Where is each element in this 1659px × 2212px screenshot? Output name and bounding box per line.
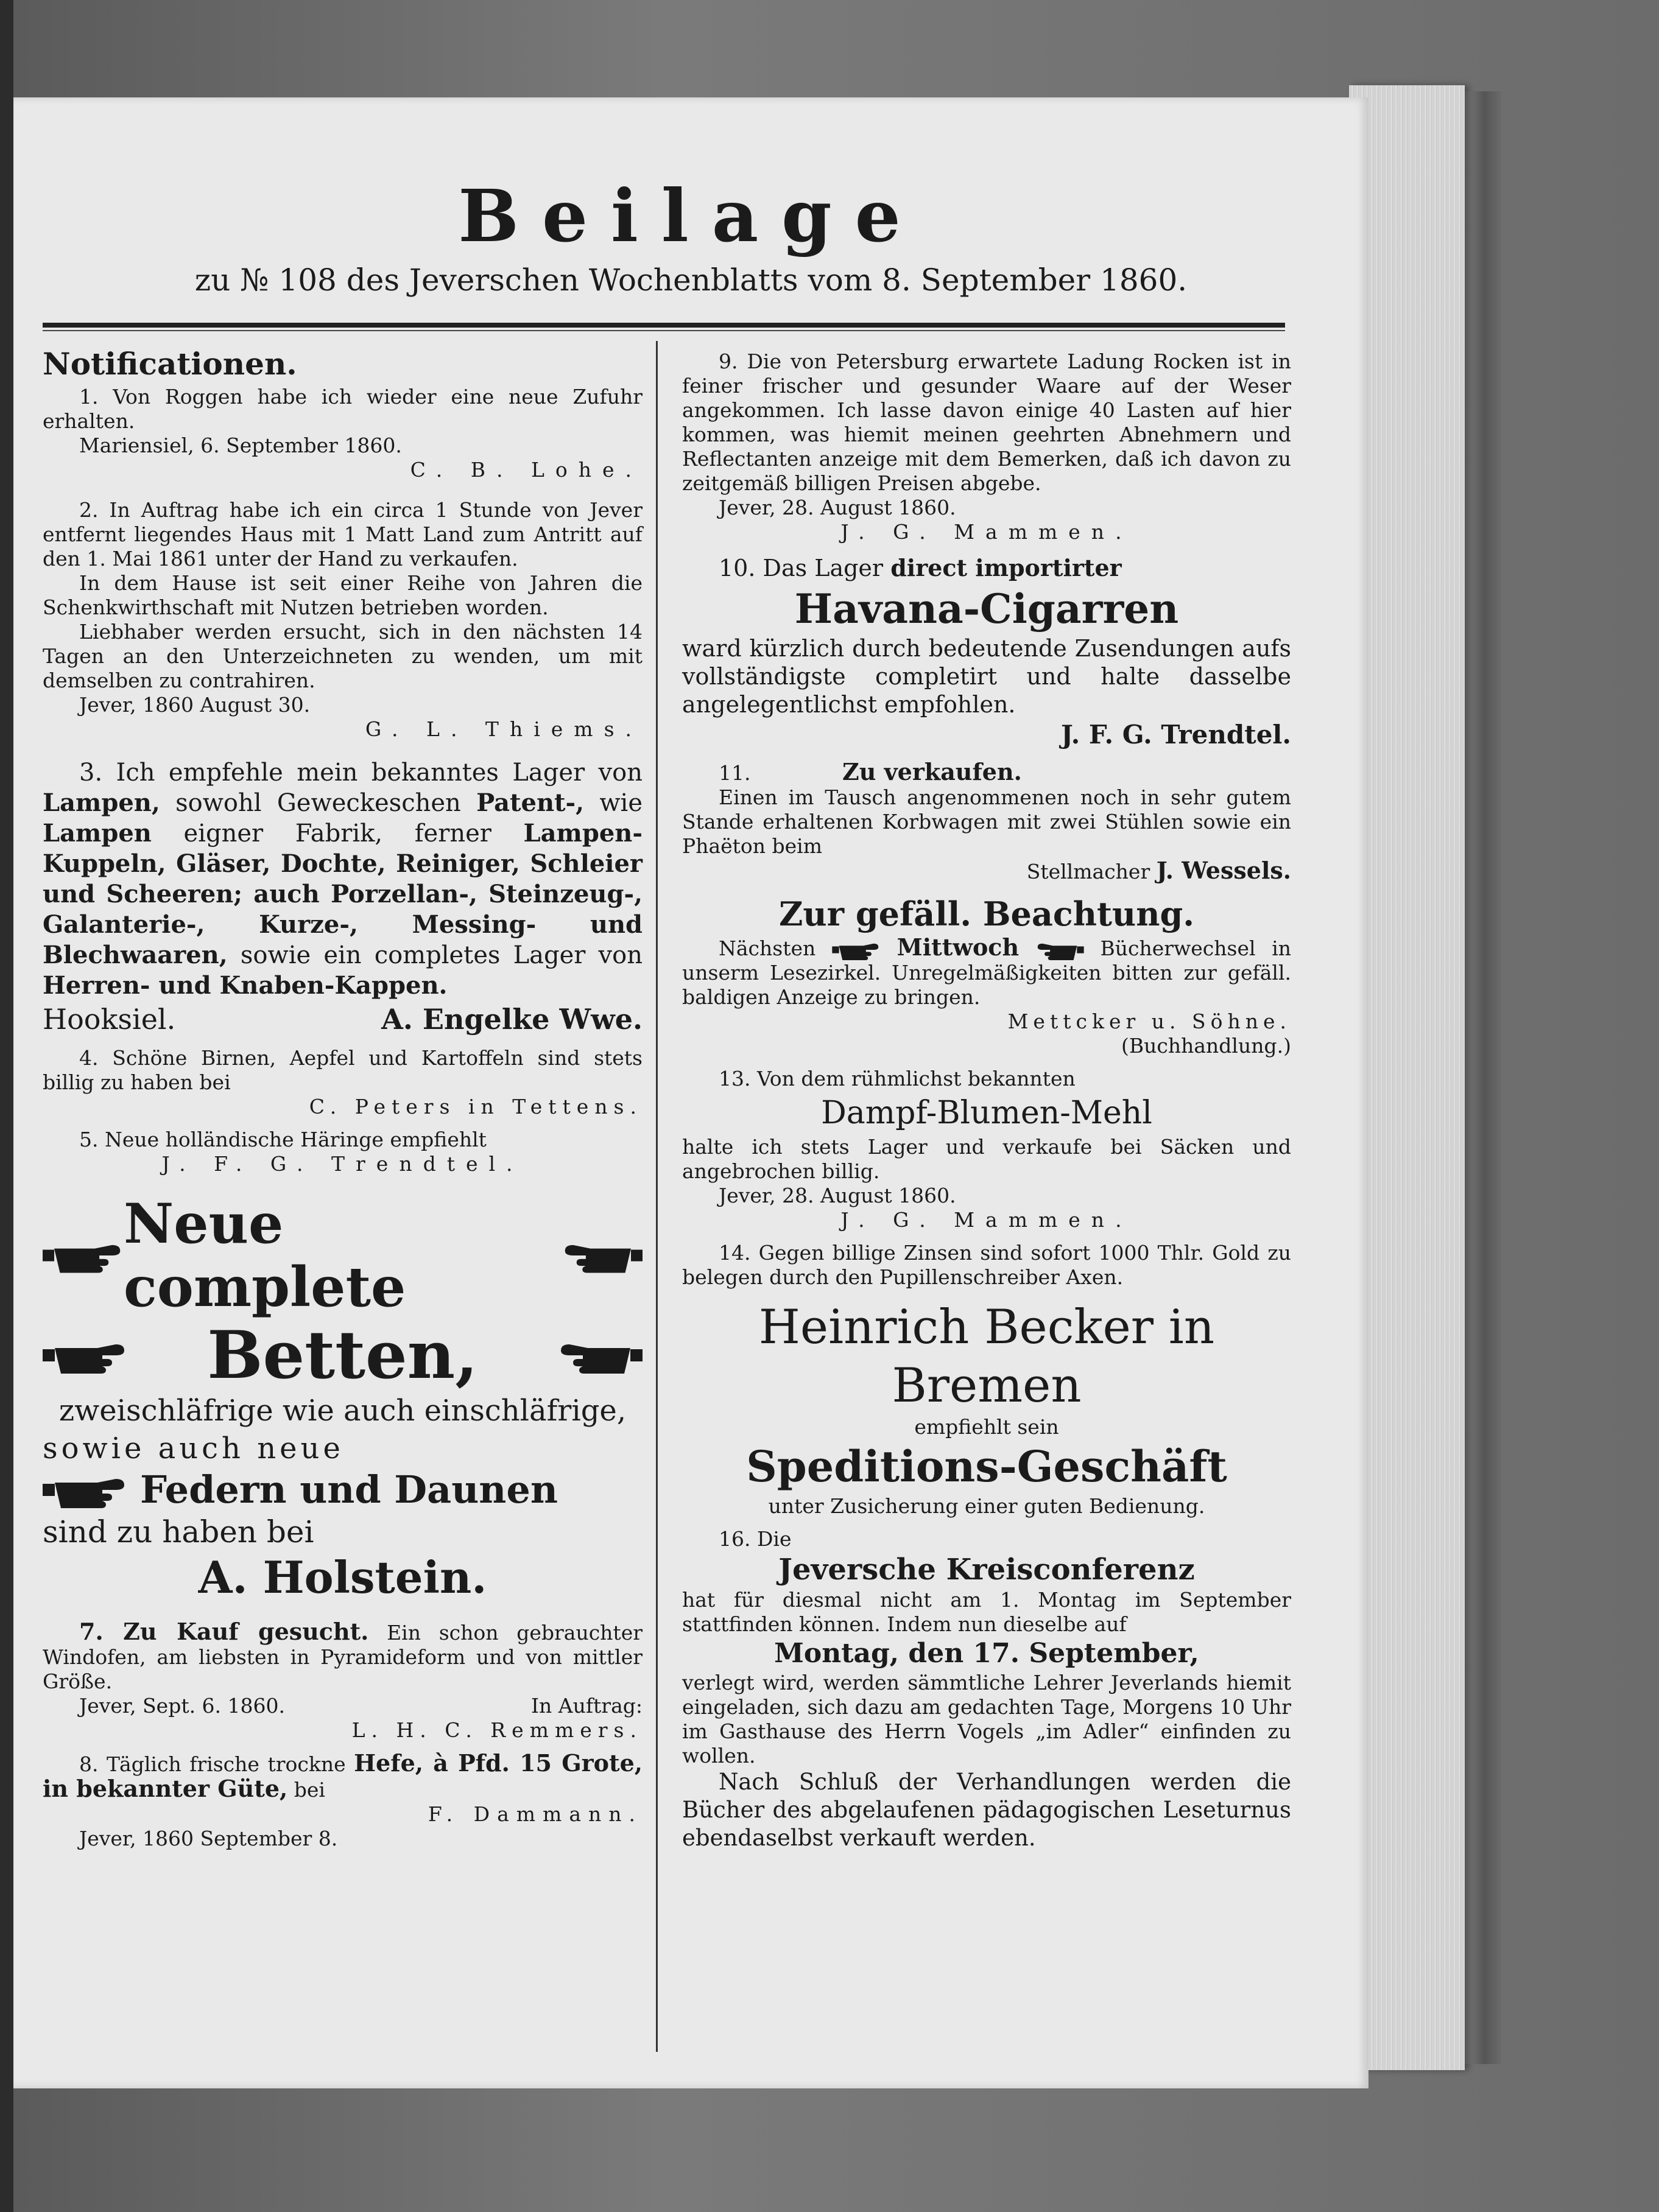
pointing-hand-icon: [43, 1237, 124, 1274]
notice-1-text: 1. Von Roggen habe ich wieder eine neue Zufuhr erhalten.: [43, 385, 643, 433]
pointing-hand-icon: [1035, 939, 1084, 960]
notice-8-a: 8. Täglich frische trockne: [79, 1752, 346, 1776]
notice-3-c: sowohl Geweckeschen: [175, 789, 461, 817]
notice-11-sign-pre: Stellmacher: [1026, 860, 1150, 883]
notice-7-head: 7. Zu Kauf gesucht.: [79, 1618, 369, 1645]
notice-15-heading: Heinrich Becker in Bremen: [758, 1300, 1215, 1413]
ad-signature: A. Holstein.: [198, 1551, 487, 1603]
notice-5-text: 5. Neue holländische Häringe empfiehlt: [79, 1128, 487, 1151]
notice-3-i: sowie ein completes Lager von: [240, 941, 643, 969]
notice-15-sub: empfiehlt sein: [914, 1415, 1059, 1439]
page-subtitle: zu № 108 des Jeverschen Wochenblatts vom 8. September 1860.: [194, 262, 1188, 298]
pointing-hand-icon: [832, 939, 881, 960]
notice-9-signature: J. G. Mammen.: [840, 520, 1133, 544]
notice-3-signature: A. Engelke Wwe.: [381, 1003, 643, 1036]
pointing-hand-icon: [43, 1472, 128, 1508]
notice-11-headline: [682, 760, 1291, 785]
notice-3-j: Herren- und Knaben-Kappen.: [43, 971, 448, 1000]
notice-12-a: Nächsten: [719, 936, 816, 960]
notice-7-signature: L. H. C. Remmers.: [351, 1718, 643, 1742]
notice-2-place: Jever, 1860 August 30.: [79, 693, 311, 717]
newspaper-page: [13, 97, 1368, 2088]
notice-8: [43, 1751, 643, 1802]
notice-13-place: Jever, 28. August 1860.: [719, 1184, 956, 1207]
notice-12-c: Bücherwechsel in unserm Lesezirkel. Unregelmäßigkeiten bitten zur gefäll. baldigen Anzeige zu bringen.: [682, 936, 1292, 1009]
notice-16-heading: Jeversche Kreisconferenz: [778, 1553, 1195, 1587]
notice-3-e: wie: [599, 789, 643, 817]
notice-15-text: unter Zusicherung einer guten Bedienung.: [768, 1494, 1205, 1518]
notice-4-signature: C. Peters in Tettens.: [309, 1095, 643, 1118]
notice-13-text2: halte ich stets Lager und verkaufe bei Säcken und angebrochen billig.: [682, 1135, 1291, 1183]
section-heading: Notificationen.: [43, 346, 297, 382]
notice-3-b: Lampen,: [43, 788, 160, 817]
notice-3-h: Lampen-Kuppeln, Gläser, Dochte, Reiniger, Schleier und Scheeren; auch Porzellan-, Steinzeug-, Galanterie-, Kurze-, Messing- und Blechwaaren,: [43, 819, 643, 969]
notice-3-place: Hooksiel.: [43, 1003, 176, 1036]
notice-15-big: Speditions-Geschäft: [746, 1441, 1227, 1492]
notice-3-text: [43, 757, 643, 1001]
notice-3-f: Lampen: [43, 819, 152, 848]
pointing-hand-icon: [43, 1337, 128, 1374]
notice-13-signature: J. G. Mammen.: [840, 1208, 1133, 1232]
notice-12-heading: Zur gefäll. Beachtung.: [778, 894, 1195, 933]
ad-line-3: zweischläfrige wie auch einschläfrige,: [58, 1394, 627, 1428]
right-column: [682, 341, 1291, 1852]
notice-11-sign-line: [682, 858, 1291, 884]
ad-line-1: Neue complete: [124, 1192, 406, 1319]
notice-12-sub: (Buchhandlung.): [1121, 1034, 1291, 1058]
notice-2-text: 2. In Auftrag habe ich ein circa 1 Stunde von Jever entfernt liegendes Haus mit 1 Matt Land zum Antritt auf den 1. Mai 1861 unter der Hand zu verkaufen.: [43, 498, 643, 571]
column-divider: [656, 341, 658, 2052]
notice-1-signature: C. B. Lohe.: [410, 458, 643, 482]
notice-10-text: ward kürzlich durch bedeutende Zusendungen aufs vollständigste completirt und halte dasselbe angelegentlichst empfohlen.: [682, 635, 1291, 718]
notice-16-text2: verlegt wird, werden sämmtliche Lehrer Jeverlands hiemit eingeladen, sich dazu am gedachten Tage, Morgens 10 Uhr im Gasthause des Herrn Vogels „im Adler“ einfinden zu wollen.: [682, 1671, 1291, 1768]
notice-3-d: Patent-,: [476, 788, 585, 817]
notice-11-num: 11.: [719, 761, 751, 785]
notice-4-text: 4. Schöne Birnen, Aepfel und Kartoffeln sind stets billig zu haben bei: [43, 1046, 643, 1094]
notice-8-place: Jever, 1860 September 8.: [79, 1827, 338, 1850]
notice-16-num: 16. Die: [719, 1527, 792, 1551]
notice-13-heading: Dampf-Blumen-Mehl: [821, 1095, 1152, 1131]
notice-16-text: hat für diesmal nicht am 1. Montag im September stattfinden können. Indem nun dieselbe auf: [682, 1588, 1291, 1636]
ad-line-5: Federn und Daunen: [140, 1467, 558, 1512]
notice-10-heading: Havana-Cigarren: [794, 585, 1179, 633]
ad-betten-row1: [43, 1192, 643, 1319]
notice-7-place: Jever, Sept. 6. 1860.: [79, 1694, 286, 1718]
notice-10-a: 10. Das Lager: [719, 555, 884, 581]
notice-13-text: 13. Von dem rühmlichst bekannten: [719, 1067, 1076, 1090]
pointing-hand-icon: [557, 1337, 643, 1374]
ad-line-6: sind zu haben bei: [43, 1514, 314, 1550]
notice-12-signature: Mettcker u. Söhne.: [1007, 1009, 1291, 1033]
notice-3-footer: [43, 1001, 643, 1038]
notice-9-text: 9. Die von Petersburg erwartete Ladung Rocken ist in feiner frischer und gesunder Waare auf der Weser angekommen. Ich lasse davon einige 40 Lasten auf hier kommen, was hiemit meinen geehrten Abnehmern und Reflectanten anzeige mit dem Bemerken, daß ich davon zu zeitgemäß billigen Preisen abgebe.: [682, 349, 1291, 495]
notice-3-a: 3. Ich empfehle mein bekanntes Lager von: [79, 759, 643, 787]
notice-3-g: eigner Fabrik, ferner: [183, 820, 491, 848]
notice-9-place: Jever, 28. August 1860.: [719, 496, 956, 519]
notice-14-text: 14. Gegen billige Zinsen sind sofort 1000 Thlr. Gold zu belegen durch den Pupillenschreiber Axen.: [682, 1241, 1291, 1289]
notice-8-b: Hefe, à Pfd. 15 Grote, in bekannter Güte,: [43, 1749, 643, 1802]
notice-12-text: [682, 935, 1291, 1009]
notice-7-auftrag: In Auftrag:: [530, 1694, 643, 1718]
notice-2-text3: Liebhaber werden ersucht, sich in den nächsten 14 Tagen an den Unterzeichneten zu wenden, um mit demselben zu contrahiren.: [43, 620, 643, 692]
ad-betten-row2: [43, 1319, 643, 1392]
left-cover-edge: [0, 0, 13, 2212]
notice-10-b: direct importirter: [890, 554, 1122, 581]
notice-1-place: Mariensiel, 6. September 1860.: [79, 434, 402, 457]
notice-2-text2: In dem Hause ist seit einer Reihe von Jahren die Schenkwirthschaft mit Nutzen betrieben worden.: [43, 571, 643, 619]
notice-11-signature: J. Wessels.: [1156, 857, 1291, 884]
notice-5-signature: J. F. G. Trendtel.: [161, 1152, 524, 1176]
notice-7: [43, 1620, 643, 1694]
pointing-hand-icon: [562, 1237, 643, 1274]
notice-10-intro: [682, 553, 1291, 583]
header-rule-thin: [43, 330, 1285, 331]
header-rule: [43, 323, 1285, 328]
notice-10-signature: J. F. G. Trendtel.: [1061, 720, 1291, 750]
notice-16-date: Montag, den 17. September,: [774, 1638, 1199, 1669]
masthead: [13, 174, 1368, 298]
book-binding: [1459, 91, 1501, 2064]
notice-11-head: Zu verkaufen.: [842, 758, 1022, 785]
notice-7-text: Ein schon gebrauchter Windofen, am liebsten in Pyramideform und von mittler Größe.: [43, 1621, 643, 1693]
notice-12-b: Mittwoch: [896, 933, 1020, 961]
notice-7-footer: [43, 1694, 643, 1718]
ad-line-4: sowie auch neue: [43, 1431, 344, 1466]
notice-11-text: Einen im Tausch angenommenen noch in sehr gutem Stande erhaltenen Korbwagen mit zwei Stühlen sowie ein Phaëton beim: [682, 785, 1291, 858]
notice-8-c: bei: [294, 1778, 325, 1802]
notice-16-text3: Nach Schluß der Verhandlungen werden die Bücher des abgelaufenen pädagogischen Leseturnus ebendaselbst verkauft werden.: [682, 1769, 1291, 1851]
left-column: [43, 341, 643, 1851]
notice-2-signature: G. L. Thiems.: [365, 717, 643, 741]
page-title: Beilage: [458, 174, 924, 258]
notice-8-signature: F. Dammann.: [428, 1802, 643, 1826]
ad-line-2: Betten,: [207, 1317, 478, 1394]
ad-betten-row5: [43, 1467, 643, 1512]
